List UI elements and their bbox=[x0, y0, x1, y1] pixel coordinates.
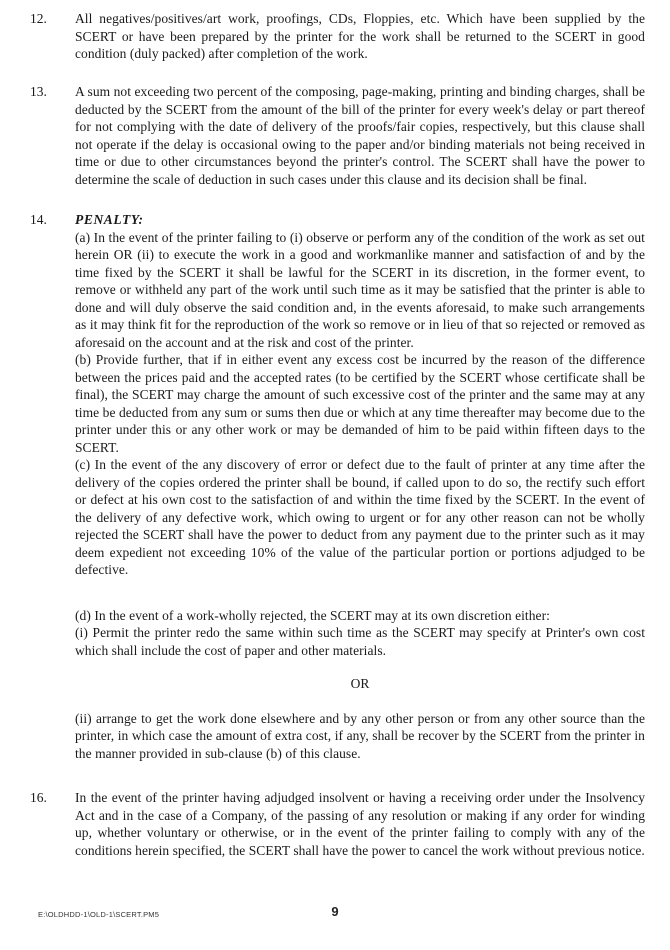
clause-text bbox=[75, 10, 645, 63]
clause-paragraph: All negatives/positives/art work, proofings, CDs, Floppies, etc. Which have been supplied by the SCERT or have been prepared by the printer for the work shall be returned to the SCERT in good condition (duly packed) after completion of the work. bbox=[75, 11, 645, 61]
clause-number: 13. bbox=[30, 84, 47, 99]
page-number: 9 bbox=[331, 904, 339, 919]
or-separator: OR bbox=[350, 676, 370, 691]
sub-clause-c: (c) In the event of the any discovery of error or defect due to the fault of printer at any time after the delivery of the copies ordered the printer shall be bound, if called upon to do so, the rectify such effort or defect at his own cost to the satisfaction of and within the time fixed by the SCERT. In the event of the delivery of any defective work, which owing to urgent or for any other reason can not be wholly rejected the SCERT shall have the power to deduct from any payment due to the printer such as it may deem expedient not exceeding 10% of the value of the particular portion or portions adjudged to be defective. bbox=[75, 457, 645, 577]
clause-number: 16. bbox=[30, 790, 47, 805]
clause-text bbox=[75, 83, 645, 188]
sub-clause-d-ii: (ii) arrange to get the work done elsewhere and by any other person or from any other source than the printer, in which case the amount of extra cost, if any, shall be recover by the SCERT from the printer in the manner provided in sub-clause (b) of this clause. bbox=[75, 710, 645, 761]
penalty-heading: PENALTY: bbox=[75, 212, 144, 227]
sub-clause-d-i: (i) Permit the printer redo the same within such time as the SCERT may specify at Printer's own cost which shall include the cost of paper and other materials. bbox=[75, 625, 645, 658]
clause-text bbox=[75, 789, 645, 859]
clause-number: 12. bbox=[30, 11, 47, 26]
clause-16 bbox=[30, 789, 645, 859]
clause-paragraph: A sum not exceeding two percent of the composing, page-making, printing and binding charges, shall be deducted by the SCERT from the amount of the bill of the printer for every week's delay or part thereof for not complying with the date of delivery of the proofs/fair copies, respectively, but this clause shall not operate if the delay is occasional owing to the paper and/or binding materials not being received in time or due to other circumstances beyond the printer's control. The SCERT shall have the power to determine the scale of deduction in such cases under this clause and its decision shall be final. bbox=[75, 84, 645, 187]
clause-paragraph: In the event of the printer having adjudged insolvent or having a receiving order under the Insolvency Act and in the case of a Company, of the passing of any resolution or making if any order for winding up, whether voluntary or otherwise, or in the event of the printer failing to comply with any of the conditions herein specified, the SCERT shall have the power to cancel the work without previous notice. bbox=[75, 790, 645, 858]
sub-clause-d: (d) In the event of a work-wholly rejected, the SCERT may at its own discretion either: bbox=[75, 607, 550, 623]
clause-text bbox=[75, 211, 645, 762]
clause-12 bbox=[30, 10, 645, 63]
sub-clause-a: (a) In the event of the printer failing to (i) observe or perform any of the condition of the work as set out herein OR (ii) to execute the work in a good and workmanlike manner and satisfaction of and by the time fixed by the SCERT it shall be lawful for the SCERT in its discretion, in the former event, to remove or withheld any part of the work until such time as it may be satisfied that the printer is able to done and will duly observe the said condition and, in the events aforesaid, to make such arrangements as it may think fit for the reproduction of the work so remove or in lieu of that so rejected or removed as aforesaid on the account and at the risk and cost of the printer. bbox=[75, 229, 645, 350]
sub-clause-b: (b) Provide further, that if in either event any excess cost be incurred by the reason of the difference between the prices paid and the accepted rates (to be certified by the SCERT whose certificate shall be final), the SCERT may charge the amount of such excessive cost of the printer and the same may at any time be deducted from any sum or sums then due or which at any time thereafter may become due to the printer under this or any other work or may be demanded of him to be paid within fifteen days to the SCERT. bbox=[75, 352, 645, 455]
footer-file-path: E:\OLDHDD-1\OLD-1\SCERT.PM5 bbox=[38, 910, 160, 919]
clause-13 bbox=[30, 83, 645, 188]
clause-number: 14. bbox=[30, 212, 47, 227]
clause-14 bbox=[30, 211, 645, 762]
